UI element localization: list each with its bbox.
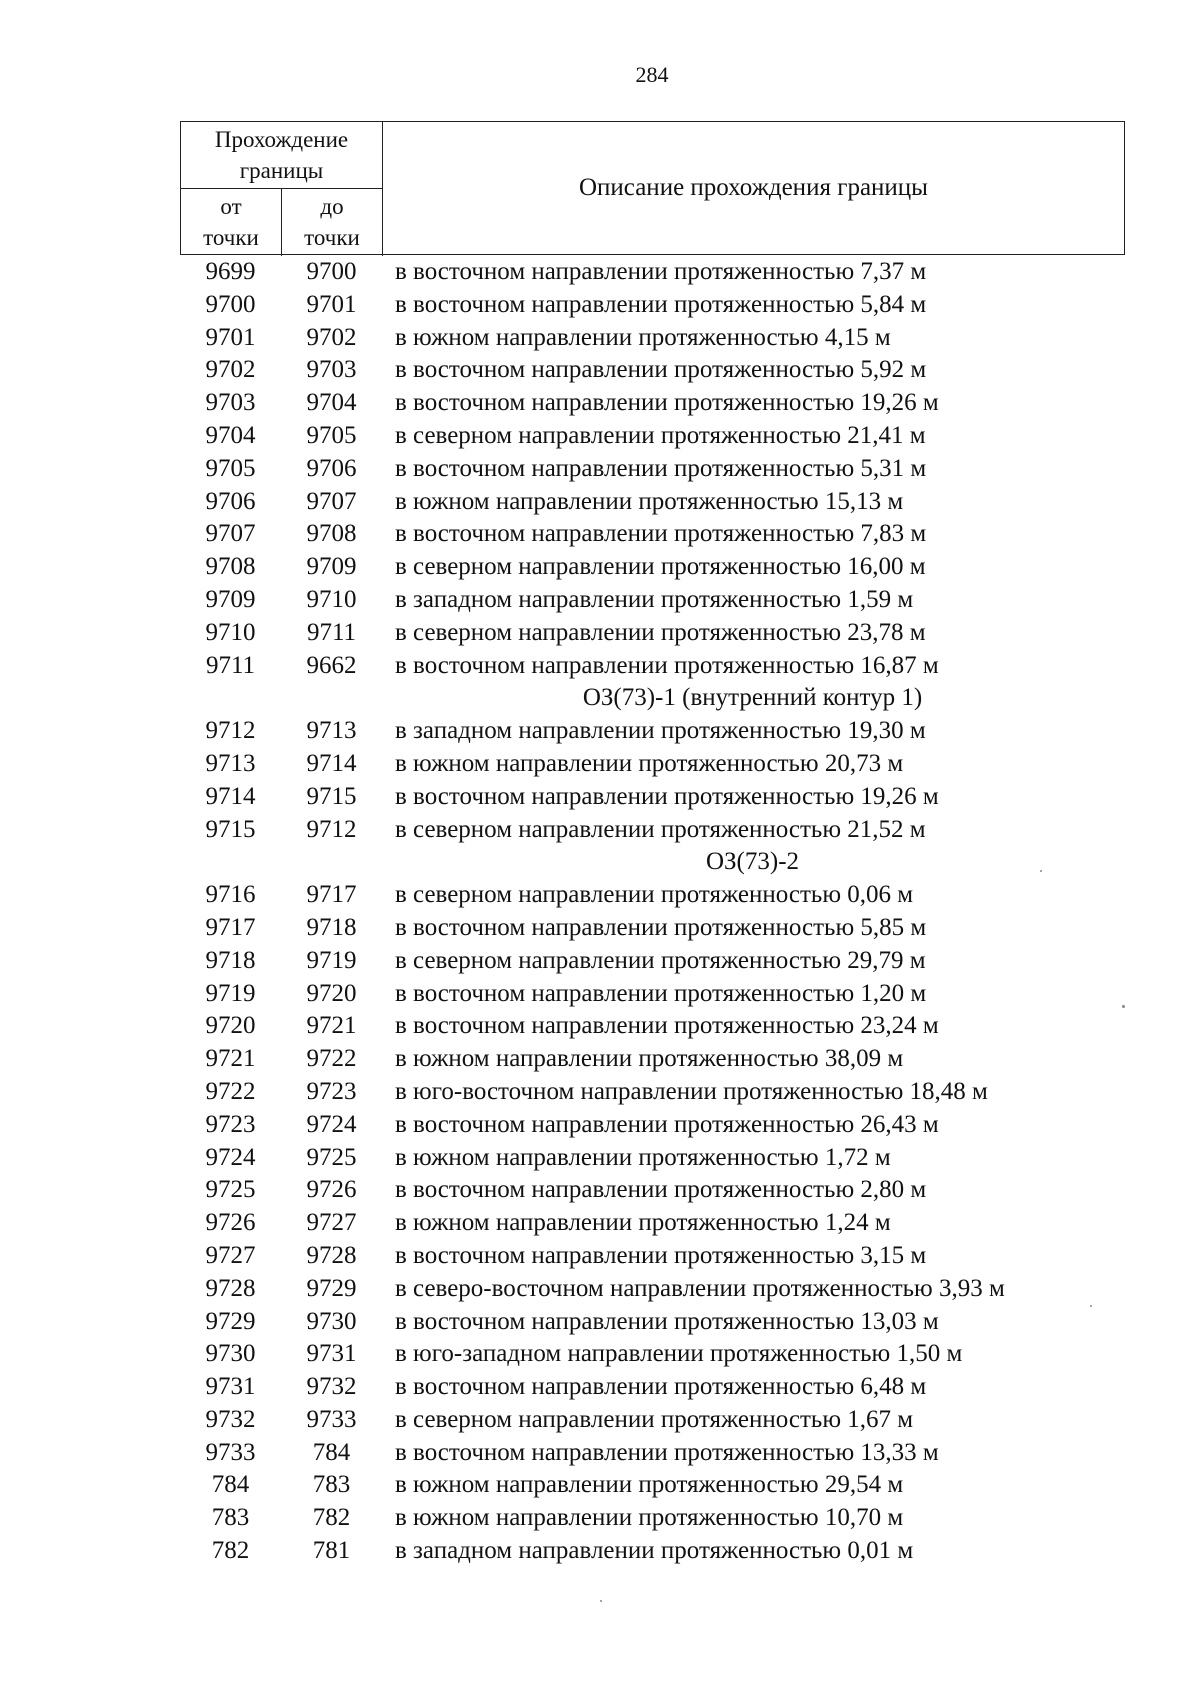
table-body [180, 256, 1140, 1568]
table-row [180, 945, 1140, 978]
section-heading-row [180, 846, 1140, 879]
scan-speck [600, 1600, 602, 1602]
table-row [180, 1109, 1140, 1142]
description-cell: в восточном направлении протяженностью 5,92 м [395, 356, 927, 384]
to-point-cell: 782 [312, 1504, 351, 1532]
to-point-cell: 9721 [306, 1012, 357, 1040]
header-from-point [181, 189, 282, 256]
to-point-cell: 9726 [306, 1176, 357, 1204]
table-row [180, 912, 1140, 945]
from-point-cell: 9730 [205, 1340, 256, 1368]
table-row [180, 289, 1140, 322]
table-row [180, 1404, 1140, 1437]
description-cell: в южном направлении протяженностью 15,13 м [395, 487, 904, 515]
to-point-cell: 9706 [306, 454, 357, 482]
to-point-cell: 9715 [306, 782, 357, 810]
table-row [180, 420, 1140, 453]
table-row [180, 978, 1140, 1011]
description-cell: в восточном направлении протяженностью 3,15 м [395, 1241, 927, 1269]
to-point-cell: 9725 [306, 1143, 357, 1171]
from-point-cell: 9720 [205, 1012, 256, 1040]
description-cell: в восточном направлении протяженностью 1,20 м [395, 979, 927, 1007]
from-point-cell: 9707 [205, 520, 256, 548]
to-point-cell: 783 [312, 1471, 351, 1499]
page-number: 284 [635, 62, 669, 87]
table-row [180, 1174, 1140, 1207]
from-point-cell: 9704 [205, 421, 256, 449]
description-cell: в восточном направлении протяженностью 23,24 м [395, 1012, 939, 1040]
description-cell: в юго-восточном направлении протяженностью 18,48 м [395, 1077, 988, 1105]
description-cell: в восточном направлении протяженностью 16,87 м [395, 651, 939, 679]
description-cell: в восточном направлении протяженностью 5,31 м [395, 454, 927, 482]
header-group-line2: границы [239, 158, 324, 183]
to-point-cell: 781 [312, 1537, 351, 1565]
table-row [180, 1142, 1140, 1175]
to-point-cell: 9707 [306, 487, 357, 515]
table-row [180, 1207, 1140, 1240]
to-point-cell: 9703 [306, 356, 357, 384]
description-cell: в восточном направлении протяженностью 2,80 м [395, 1176, 927, 1204]
from-point-cell: 9726 [205, 1209, 256, 1237]
from-point-cell: 9706 [205, 487, 256, 515]
to-point-cell: 9701 [306, 290, 357, 318]
header-group-line1: Прохождение [214, 127, 349, 152]
description-cell: в южном направлении протяженностью 20,73 м [395, 749, 904, 777]
scan-speck [1122, 1005, 1125, 1008]
table-row [180, 1535, 1140, 1568]
to-point-cell: 9709 [306, 553, 357, 581]
description-cell: в восточном направлении протяженностью 19,26 м [395, 782, 939, 810]
header-from-line2: точки [203, 225, 259, 250]
from-point-cell: 9727 [205, 1241, 256, 1269]
table-row [180, 584, 1140, 617]
header-to-line1: до [320, 194, 344, 219]
description-cell: в западном направлении протяженностью 1,59 м [395, 585, 914, 613]
description-cell: в восточном направлении протяженностью 6,48 м [395, 1373, 927, 1401]
table-row [180, 1306, 1140, 1339]
from-point-cell: 9724 [205, 1143, 256, 1171]
description-cell: в юго-западном направлении протяженностью 1,50 м [395, 1340, 963, 1368]
to-point-cell: 9724 [306, 1110, 357, 1138]
description-cell: в южном направлении протяженностью 4,15 м [395, 323, 891, 351]
from-point-cell: 9718 [205, 946, 256, 974]
from-point-cell: 9703 [205, 389, 256, 417]
from-point-cell: 9708 [205, 553, 256, 581]
table-row [180, 715, 1140, 748]
description-cell: в северном направлении протяженностью 1,67 м [395, 1405, 914, 1433]
to-point-cell: 9719 [306, 946, 357, 974]
to-point-cell: 9729 [306, 1274, 357, 1302]
description-cell: в восточном направлении протяженностью 5,84 м [395, 290, 927, 318]
description-cell: в западном направлении протяженностью 0,01 м [395, 1537, 914, 1565]
to-point-cell: 9731 [306, 1340, 357, 1368]
header-from-line1: от [220, 194, 242, 219]
table-row [180, 551, 1140, 584]
description-cell: в восточном направлении протяженностью 7,83 м [395, 520, 927, 548]
description-cell: в северном направлении протяженностью 16,00 м [395, 553, 926, 581]
from-point-cell: 9714 [205, 782, 256, 810]
table-row [180, 1437, 1140, 1470]
scan-speck [1090, 1305, 1092, 1307]
to-point-cell: 9720 [306, 979, 357, 1007]
from-point-cell: 9728 [205, 1274, 256, 1302]
to-point-cell: 9662 [306, 651, 357, 679]
table-row [180, 650, 1140, 683]
table-row [180, 1043, 1140, 1076]
table-row [180, 1502, 1140, 1535]
from-point-cell: 9702 [205, 356, 256, 384]
from-point-cell: 9722 [205, 1077, 256, 1105]
from-point-cell: 9732 [205, 1405, 256, 1433]
to-point-cell: 9711 [306, 618, 357, 646]
from-point-cell: 9733 [205, 1438, 256, 1466]
table-row [180, 1240, 1140, 1273]
to-point-cell: 9723 [306, 1077, 357, 1105]
header-to-line2: точки [304, 225, 360, 250]
description-cell: в северном направлении протяженностью 21,52 м [395, 815, 926, 843]
section-title: ОЗ(73)-2 [705, 848, 800, 876]
from-point-cell: 9700 [205, 290, 256, 318]
to-point-cell: 9714 [306, 749, 357, 777]
to-point-cell: 9727 [306, 1209, 357, 1237]
table-row [180, 1076, 1140, 1109]
table-row [180, 256, 1140, 289]
table-row [180, 748, 1140, 781]
table-row [180, 387, 1140, 420]
from-point-cell: 9729 [205, 1307, 256, 1335]
to-point-cell: 9710 [306, 585, 357, 613]
from-point-cell: 784 [211, 1471, 250, 1499]
table-row [180, 781, 1140, 814]
section-heading-row [180, 682, 1140, 715]
from-point-cell: 9723 [205, 1110, 256, 1138]
table-row [180, 354, 1140, 387]
from-point-cell: 783 [211, 1504, 250, 1532]
description-cell: в южном направлении протяженностью 1,24 м [395, 1209, 891, 1237]
from-point-cell: 9725 [205, 1176, 256, 1204]
table-row [180, 1371, 1140, 1404]
table-row [180, 453, 1140, 486]
to-point-cell: 9702 [306, 323, 357, 351]
to-point-cell: 9700 [306, 258, 357, 285]
table-row [180, 322, 1140, 355]
from-point-cell: 9731 [205, 1373, 256, 1401]
table-row [180, 1010, 1140, 1043]
from-point-cell: 9701 [205, 323, 256, 351]
table-row [180, 486, 1140, 519]
from-point-cell: 9713 [205, 749, 256, 777]
table-row [180, 1273, 1140, 1306]
to-point-cell: 9717 [306, 881, 357, 909]
from-point-cell: 9716 [205, 881, 256, 909]
description-cell: в восточном направлении протяженностью 13,03 м [395, 1307, 939, 1335]
to-point-cell: 9732 [306, 1373, 357, 1401]
to-point-cell: 9718 [306, 913, 357, 941]
from-point-cell: 9710 [205, 618, 256, 646]
table-row [180, 518, 1140, 551]
header-description: Описание прохождения границы [579, 174, 928, 201]
description-cell: в южном направлении протяженностью 1,72 м [395, 1143, 891, 1171]
description-cell: в северном направлении протяженностью 0,06 м [395, 881, 914, 909]
description-cell: в южном направлении протяженностью 29,54 м [395, 1471, 904, 1499]
description-cell: в восточном направлении протяженностью 13,33 м [395, 1438, 939, 1466]
description-cell: в северном направлении протяженностью 21,41 м [395, 421, 926, 449]
from-point-cell: 9712 [205, 717, 256, 745]
to-point-cell: 9722 [306, 1045, 357, 1073]
description-cell: в южном направлении протяженностью 10,70 м [395, 1504, 904, 1532]
from-point-cell: 782 [211, 1537, 250, 1565]
table-row [180, 617, 1140, 650]
description-cell: в восточном направлении протяженностью 19,26 м [395, 389, 939, 417]
from-point-cell: 9719 [205, 979, 256, 1007]
description-cell: в восточном направлении протяженностью 5,85 м [395, 913, 927, 941]
description-cell: в южном направлении протяженностью 38,09 м [395, 1045, 904, 1073]
to-point-cell: 9708 [306, 520, 357, 548]
to-point-cell: 9705 [306, 421, 357, 449]
to-point-cell: 9730 [306, 1307, 357, 1335]
header-to-point [282, 189, 383, 256]
table-row [180, 1469, 1140, 1502]
scan-speck [1040, 870, 1042, 872]
description-cell: в северном направлении протяженностью 29,79 м [395, 946, 926, 974]
to-point-cell: 9704 [306, 389, 357, 417]
description-cell: в западном направлении протяженностью 19,30 м [395, 717, 926, 745]
to-point-cell: 9733 [306, 1405, 357, 1433]
from-point-cell: 9705 [205, 454, 256, 482]
to-point-cell: 9713 [306, 717, 357, 745]
from-point-cell: 9699 [205, 258, 256, 285]
to-point-cell: 784 [312, 1438, 351, 1466]
from-point-cell: 9709 [205, 585, 256, 613]
table-header [180, 121, 1125, 255]
to-point-cell: 9728 [306, 1241, 357, 1269]
description-cell: в восточном направлении протяженностью 7,37 м [395, 258, 927, 285]
from-point-cell: 9721 [205, 1045, 256, 1073]
table-row [180, 1338, 1140, 1371]
from-point-cell: 9717 [205, 913, 256, 941]
table-row [180, 879, 1140, 912]
description-cell: в северном направлении протяженностью 23,78 м [395, 618, 926, 646]
section-title: ОЗ(73)-1 (внутренний контур 1) [582, 684, 923, 712]
from-point-cell: 9711 [205, 651, 256, 679]
description-cell: в восточном направлении протяженностью 26,43 м [395, 1110, 939, 1138]
from-point-cell: 9715 [205, 815, 256, 843]
description-cell: в северо-восточном направлении протяженностью 3,93 м [395, 1274, 1005, 1302]
header-boundary-passage [181, 122, 383, 189]
to-point-cell: 9712 [306, 815, 357, 843]
table-row [180, 814, 1140, 847]
